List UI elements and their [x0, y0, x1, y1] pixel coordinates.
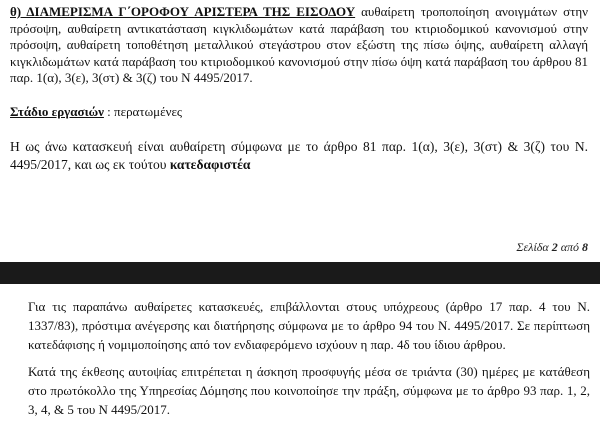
page-number-total: 8 — [582, 240, 588, 254]
appeal-paragraph: Κατά της έκθεσης αυτοψίας επιτρέπεται η άσκηση προσφυγής μέσα σε τριάντα (30) ημέρες με κατάθεση στο πρωτόκολλο της Υπηρεσίας Δόμησης που κοινοποίησε την πράξη, σύμφωνα με το άρθρο 93 παρ. 1, 2, 3, 4, & 5 του Ν 4495/2017. — [28, 364, 590, 417]
penalties-paragraph: Για τις παραπάνω αυθαίρετες κατασκευές, επιβάλλονται στους υπόχρεους (άρθρο 17 παρ. 4 του Ν. 1337/83), πρόστιμα ανέγερσης και διατήρησης σύμφωνα με το άρθρο 94 του Ν. 4495/2017. Σε περίπτωση κατεδάφισης ή νομιμοποίησης από τον ενδιαφερόμενο ισχύουν η παρ. 4δ του ίδιου άρθρου. — [28, 299, 590, 352]
work-stage-separator: : — [103, 104, 115, 119]
work-stage-paragraph — [10, 104, 588, 121]
work-stage-label: Στάδιο εργασιών — [10, 104, 104, 119]
page-number-current: 2 — [551, 240, 558, 254]
apartment-heading: θ) ΔΙΑΜΕΡΙΣΜΑ Γ΄ΟΡΟΦΟΥ ΑΡΙΣΤΕΡΑ ΤΗΣ ΕΙΣΟΔΟΥ — [10, 4, 356, 19]
violation-description-paragraph — [10, 4, 588, 87]
page-number-middle: από — [557, 240, 582, 254]
page-number-prefix: Σελίδα — [516, 240, 552, 254]
page-number — [516, 240, 588, 255]
conclusion-emphasis: κατεδαφιστέα — [169, 157, 251, 172]
conclusion-paragraph — [10, 138, 588, 174]
violation-description-text: αυθαίρετη τροποποίηση ανοιγμάτων στην πρόσοψη, αυθαίρετη αντικατάσταση κιγκλιδωμάτων κατά παράβαση του κτιριοδομικού κανονισμού στην πρόσοψη, αυθαίρετη τοποθέτηση μεταλλικού στεγάστρου στον εξώστη της πίσω όψης, αυθαίρετη αλλαγή κιγκλιδωμάτων κατά παράβαση του κτιριοδομικού κανονισμού στην πίσω όψη κατά παράβαση του άρθρου 81 παρ. 1(α), 3(ε), 3(στ) & 3(ζ) του Ν 4495/2017. — [10, 4, 588, 85]
conclusion-text: Η ως άνω κατασκευή είναι αυθαίρετη σύμφωνα με το άρθρο 81 παρ. 1(α), 3(ε), 3(στ) & 3(ζ) του Ν. 4495/2017, και ως εκ τούτου — [10, 139, 588, 172]
page-separator — [0, 262, 600, 284]
work-stage-value: περατωμένες — [114, 104, 183, 119]
